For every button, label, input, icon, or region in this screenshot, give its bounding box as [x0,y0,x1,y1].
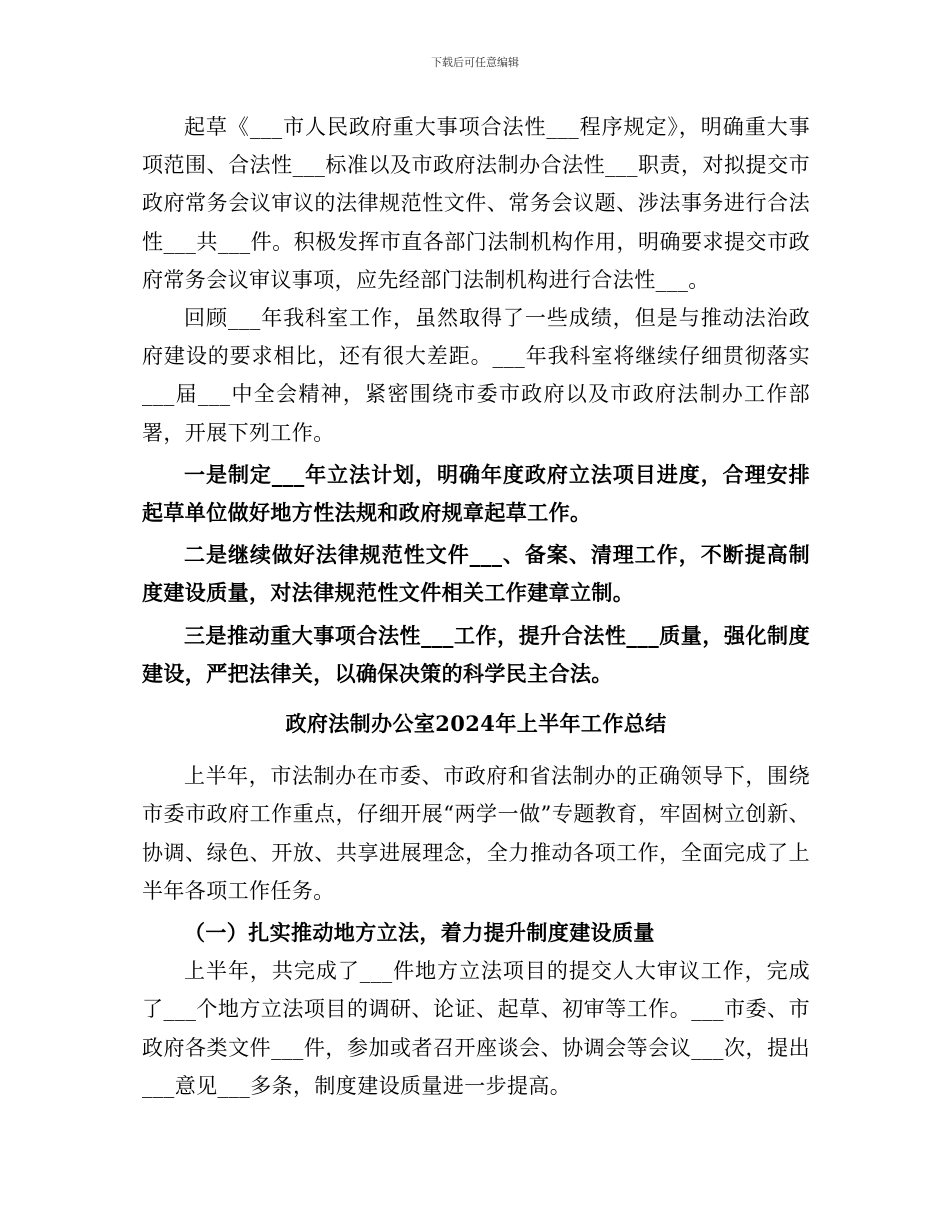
paragraph-regulation-drafting: 起草《___市人民政府重大事项合法性___程序规定》，明确重大事项范围、合法性___标准以及市政府法制办合法性___职责，对拟提交市政府常务会议审议的法律规范性文件、常务会议题、涉法事务进行合法性___共___件。积极发挥市直各部门法制机构作用，明确要求提交市政府常务会议审议事项，应先经部门法制机构进行合法性___。 [142,115,810,292]
paragraph-review: 回顾___年我科室工作，虽然取得了一些成绩，但是与推动法治政府建设的要求相比，还有很大差距。___年我科室将继续仔细贯彻落实___届___中全会精神，紧密围绕市委市政府以及市政府法制办工作部署，开展下列工作。 [142,306,810,445]
paragraph-plan-two: 二是继续做好法律规范性文件___、备案、清理工作，不断提高制度建设质量，对法律规范性文件相关工作建章立制。 [142,542,810,606]
paragraph-legislation-work: 上半年，共完成了___件地方立法项目的提交人大审议工作，完成了___个地方立法项目的调研、论证、起草、初审等工作。___市委、市政府各类文件___件，参加或者召开座谈会、协调会等会议___次，提出___意见___多条，制度建设质量进一步提高。 [142,959,810,1098]
page-header: 下载后可任意编辑 [431,56,519,69]
section-title: 政府法制办公室2024年上半年工作总结 [285,711,667,737]
paragraph-summary-intro: 上半年，市法制办在市委、市政府和省法制办的正确领导下，围绕市委市政府工作重点，仔细开展“两学一做”专题教育，牢固树立创新、协调、绿色、开放、共享进展理念，全力推动各项工作，全面完成了上半年各项工作任务。 [142,764,810,903]
paragraph-plan-one: 一是制定___年立法计划，明确年度政府立法项目进度，合理安排起草单位做好地方性法规和政府规章起草工作。 [142,461,810,526]
paragraph-plan-three: 三是推动重大事项合法性___工作，提升合法性___质量，强化制度建设，严把法律关，以确保决策的科学民主合法。 [142,622,810,686]
subheading-local-legislation: （一）扎实推动地方立法，着力提升制度建设质量 [184,920,655,946]
document-body [142,108,810,1105]
